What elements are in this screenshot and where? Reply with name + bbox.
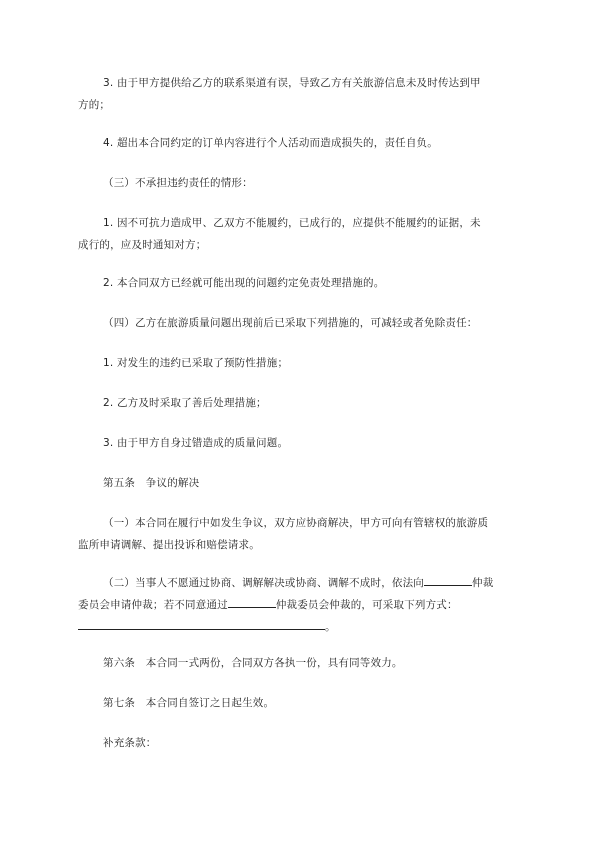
paragraph-line: 1. 因不可抗力造成甲、乙双方不能履约，已成行的，应提供不能履约的证据，未 bbox=[103, 217, 481, 229]
paragraph-party-fault: 3. 由于甲方自身过错造成的质量问题。 bbox=[103, 437, 289, 449]
paragraph-line bbox=[78, 594, 523, 616]
paragraph-line: （一）本合同在履行中如发生争议，双方应协商解决，甲方可向有管辖权的旅游质 bbox=[103, 517, 489, 529]
paragraph-text: 委员会申请仲裁；若不同意通过 bbox=[78, 599, 228, 611]
paragraph-liability-4: 4. 超出本合同约定的订单内容进行个人活动而造成损失的，责任自负。 bbox=[103, 137, 438, 149]
paragraph-dispute-negotiation bbox=[78, 512, 523, 556]
paragraph-text: 仲裁 bbox=[472, 577, 494, 589]
section-heading-reduced-liability: （四）乙方在旅游质量问题出现前后已采取下列措施的，可减轻或者免除责任： bbox=[103, 317, 478, 329]
supplementary-terms-heading: 补充条款： bbox=[103, 737, 157, 749]
paragraph-exemption: 2. 本合同双方已经就可能出现的问题约定免责处理措施的。 bbox=[103, 277, 385, 289]
paragraph-line: 监所申请调解、提出投诉和赔偿请求。 bbox=[78, 539, 260, 551]
fill-in-blank[interactable] bbox=[424, 574, 472, 586]
fill-in-blank[interactable] bbox=[78, 618, 325, 630]
paragraph-text: （二）当事人不愿通过协商、调解解决或协商、调解不成时，依法向 bbox=[103, 577, 424, 589]
paragraph-preventive-measures: 1. 对发生的违约已采取了预防性措施； bbox=[103, 357, 289, 369]
paragraph-liability-3 bbox=[78, 72, 523, 116]
paragraph-line: 3. 由于甲方提供给乙方的联系渠道有误，导致乙方有关旅游信息未及时传达到甲 bbox=[103, 77, 481, 89]
paragraph-text: 。 bbox=[325, 621, 336, 633]
fill-in-blank[interactable] bbox=[228, 596, 276, 608]
article-heading-dispute: 第五条 争议的解决 bbox=[103, 477, 200, 489]
paragraph-line: 成行的，应及时通知对方； bbox=[78, 239, 207, 251]
paragraph-line: 方的； bbox=[78, 99, 111, 111]
section-heading-no-liability: （三）不承担违约责任的情形： bbox=[103, 177, 253, 189]
paragraph-arbitration bbox=[78, 572, 523, 638]
paragraph-text: 仲裁委员会仲裁的，可采取下列方式： bbox=[275, 599, 458, 611]
article-copies: 第六条 本合同一式两份，合同双方各执一份，具有同等效力。 bbox=[103, 657, 403, 669]
paragraph-force-majeure bbox=[78, 212, 523, 256]
paragraph-line bbox=[78, 616, 523, 638]
paragraph-remedial-measures: 2. 乙方及时采取了善后处理措施； bbox=[103, 397, 267, 409]
article-effective: 第七条 本合同自签订之日起生效。 bbox=[103, 697, 275, 709]
